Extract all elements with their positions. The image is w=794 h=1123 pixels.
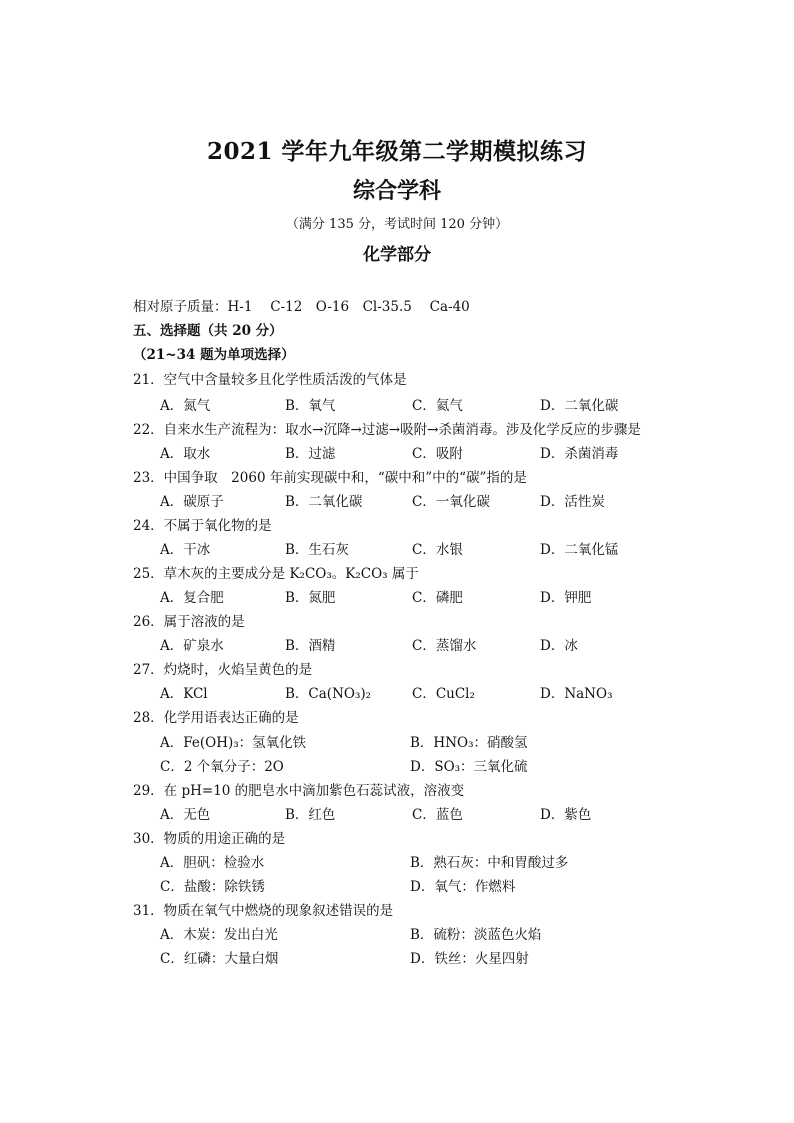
question-stem: 22．自来水生产流程为：取水→沉降→过滤→吸附→杀菌消毒。涉及化学反应的步骤是 (133, 422, 641, 438)
option-d: D．二氧化锰 (540, 542, 619, 558)
option-d: D．活性炭 (540, 494, 605, 510)
option-c: C．磷肥 (412, 590, 463, 606)
option-c: C．蒸馏水 (412, 638, 477, 654)
option-c: C．红磷：大量白烟 (160, 951, 279, 967)
question-stem: 26．属于溶液的是 (133, 614, 245, 630)
option-a: A．复合肥 (160, 590, 224, 606)
option-b: B．硫粉：淡蓝色火焰 (410, 927, 542, 943)
option-c: C．吸附 (412, 446, 463, 462)
question-stem: 27．灼烧时，火焰呈黄色的是 (133, 662, 313, 678)
option-a: A．Fe(OH)₃：氢氧化铁 (160, 735, 307, 751)
exam-title: 2021 学年九年级第二学期模拟练习 (206, 138, 588, 165)
option-c: C．氦气 (412, 398, 463, 414)
section-note: （21~34 题为单项选择） (133, 347, 295, 363)
option-d: D．冰 (540, 638, 578, 654)
option-b: B．生石灰 (285, 542, 349, 558)
option-d: D．钾肥 (540, 590, 592, 606)
option-c: C．CuCl₂ (412, 686, 475, 702)
question-stem: 21．空气中含量较多且化学性质活泼的气体是 (133, 372, 407, 388)
exam-note: （满分 135 分，考试时间 120 分钟） (285, 217, 509, 232)
option-c: C．2 个氧分子：2O (160, 759, 284, 775)
part-title: 化学部分 (363, 245, 431, 265)
atomic-masses: 相对原子质量：H-1 C-12 O-16 Cl-35.5 Ca-40 (133, 299, 470, 315)
option-a: A．氮气 (160, 398, 211, 414)
option-a: A．无色 (160, 807, 211, 823)
option-a: A．KCl (160, 686, 208, 702)
option-b: B．熟石灰：中和胃酸过多 (410, 855, 569, 871)
option-b: B．二氧化碳 (285, 494, 363, 510)
question-stem: 28．化学用语表达正确的是 (133, 710, 299, 726)
option-b: B．红色 (285, 807, 336, 823)
option-d: D．铁丝：火星四射 (410, 951, 529, 967)
option-c: C．一氧化碳 (412, 494, 490, 510)
option-a: A．取水 (160, 446, 211, 462)
option-a: A．碳原子 (160, 494, 224, 510)
question-stem: 23．中国争取 2060 年前实现碳中和，“碳中和”中的“碳”指的是 (133, 470, 527, 486)
option-a: A．木炭：发出白光 (160, 927, 278, 943)
option-b: B．氧气 (285, 398, 336, 414)
option-a: A．胆矾：检验水 (160, 855, 265, 871)
option-d: D．二氧化碳 (540, 398, 619, 414)
subject-title: 综合学科 (352, 178, 441, 204)
option-a: A．矿泉水 (160, 638, 224, 654)
option-b: B．HNO₃：硝酸氢 (410, 735, 528, 751)
question-stem: 30．物质的用途正确的是 (133, 831, 286, 847)
option-d: D．杀菌消毒 (540, 446, 619, 462)
option-d: D．氧气：作燃料 (410, 879, 516, 895)
question-stem: 31．物质在氧气中燃烧的现象叙述错误的是 (133, 903, 394, 919)
question-stem: 24．不属于氧化物的是 (133, 518, 272, 534)
option-c: C．蓝色 (412, 807, 463, 823)
option-d: D．紫色 (540, 807, 592, 823)
question-stem: 29．在 pH=10 的肥皂水中滴加紫色石蕊试液，溶液变 (133, 783, 465, 799)
option-b: B．过滤 (285, 446, 336, 462)
option-a: A．干冰 (160, 542, 211, 558)
option-d: D．NaNO₃ (540, 686, 613, 702)
option-c: C．水银 (412, 542, 463, 558)
section-title: 五、选择题（共 20 分） (133, 323, 283, 339)
option-b: B．Ca(NO₃)₂ (285, 686, 372, 702)
option-b: B．酒精 (285, 638, 336, 654)
option-d: D．SO₃：三氧化硫 (410, 759, 528, 775)
option-b: B．氮肥 (285, 590, 336, 606)
option-c: C．盐酸：除铁锈 (160, 879, 265, 895)
question-stem: 25．草木灰的主要成分是 K₂CO₃。K₂CO₃ 属于 (133, 566, 419, 582)
